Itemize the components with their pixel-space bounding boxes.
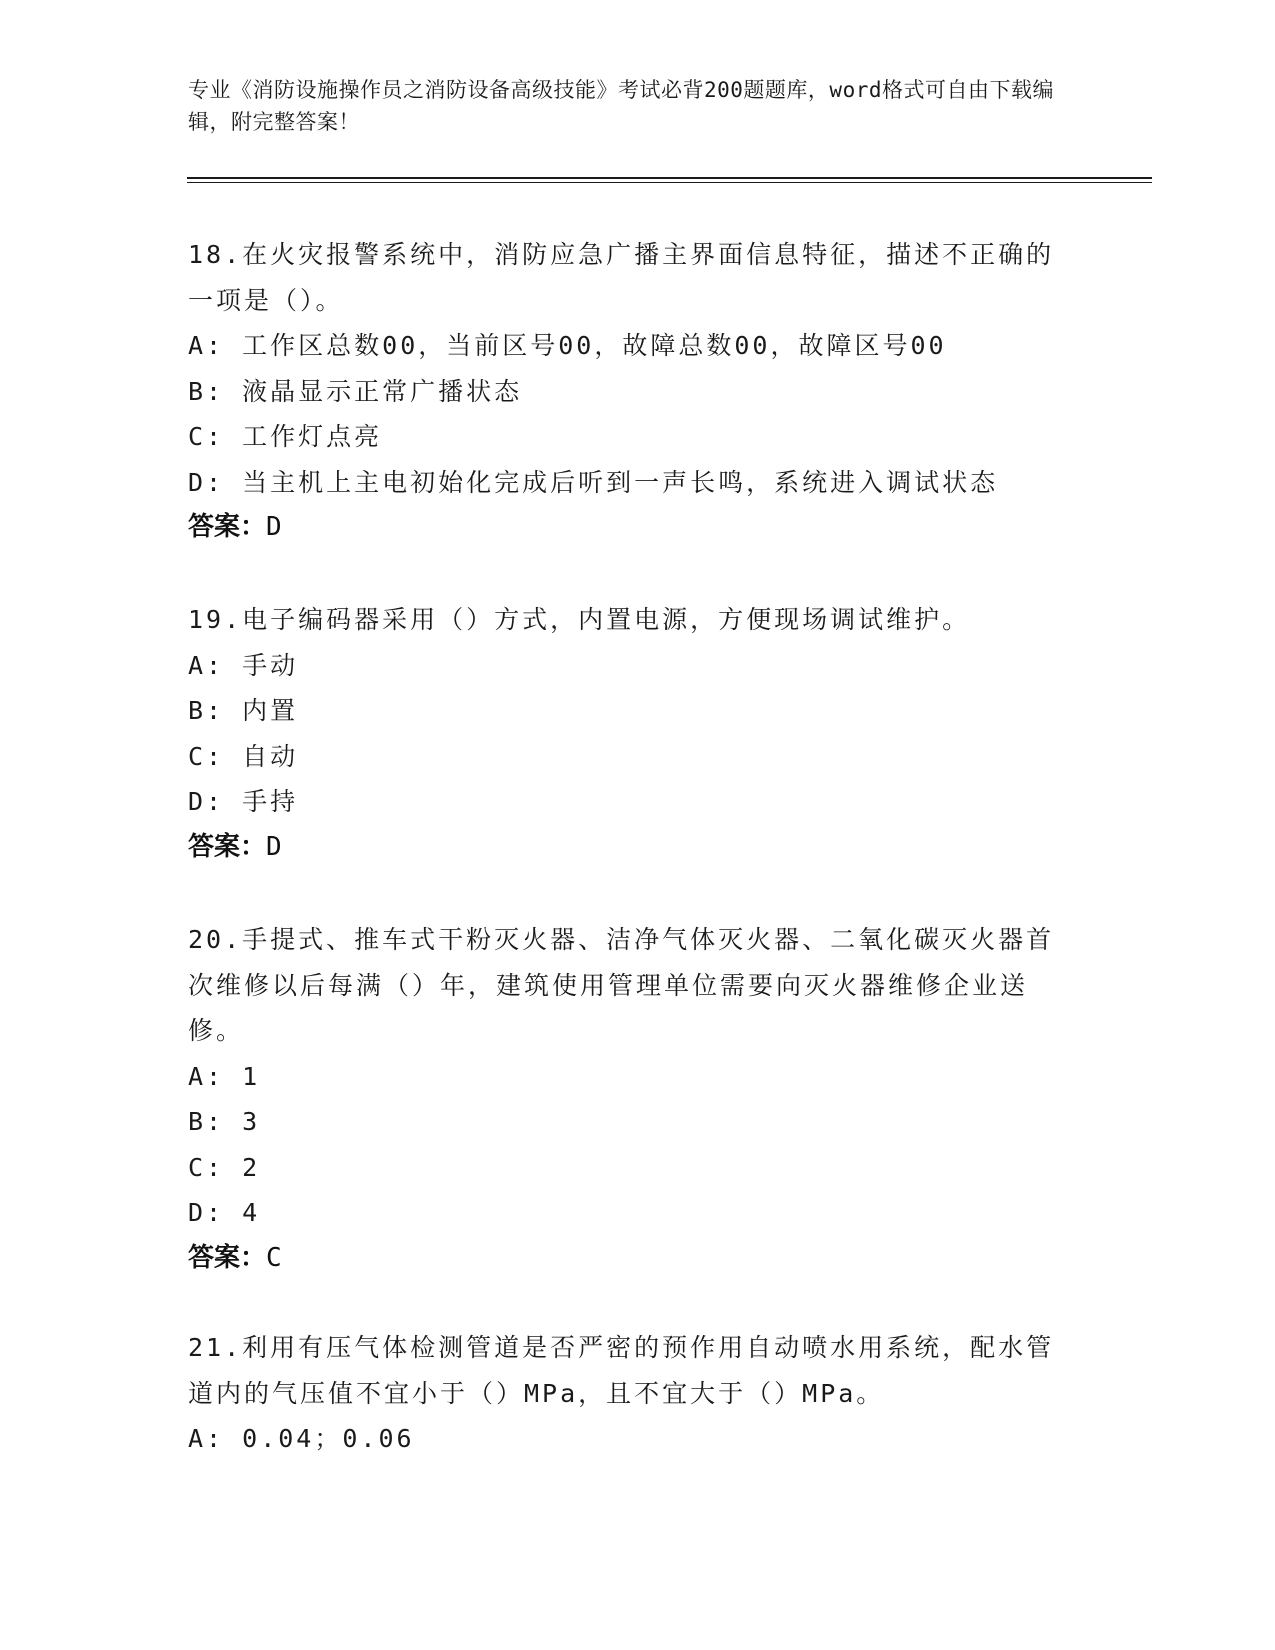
option-b: B: 液晶显示正常广播状态 bbox=[188, 376, 523, 406]
question-20 bbox=[188, 917, 1068, 1281]
answer-label: 答案： bbox=[188, 512, 267, 542]
header-divider-thin bbox=[187, 182, 1152, 183]
answer-value: C bbox=[266, 1242, 282, 1273]
option-d: D: 当主机上主电初始化完成后听到一声长鸣，系统进入调试状态 bbox=[188, 467, 999, 497]
answer-line bbox=[188, 1236, 1068, 1282]
option-a: A: 工作区总数00，当前区号00，故障总数00，故障区号00 bbox=[188, 331, 947, 360]
answer-value: D bbox=[266, 831, 282, 862]
question-21 bbox=[188, 1325, 1068, 1462]
option-c: C: 工作灯点亮 bbox=[188, 422, 383, 451]
option-a: A: 0.04；0.06 bbox=[188, 1424, 415, 1453]
answer-line bbox=[188, 825, 1068, 871]
question-text: 20.手提式、推车式干粉灭火器、洁净气体灭火器、二氧化碳灭火器首次维修以后每满（）年，建筑使用管理单位需要向灭火器维修企业送修。 bbox=[188, 925, 1055, 1045]
answer-line bbox=[188, 505, 1068, 551]
option-c: C: 2 bbox=[188, 1152, 261, 1182]
option-b: B: 内置 bbox=[188, 696, 299, 725]
option-b: B: 3 bbox=[188, 1107, 261, 1136]
option-a: A: 手动 bbox=[188, 650, 299, 680]
answer-value: D bbox=[266, 512, 282, 542]
document-header: 专业《消防设施操作员之消防设备高级技能》考试必背200题题库，word格式可自由下载编辑，附完整答案！ bbox=[188, 78, 1054, 134]
answer-label: 答案： bbox=[188, 831, 267, 862]
question-19 bbox=[188, 597, 1068, 870]
header-divider-thick bbox=[187, 177, 1152, 179]
answer-label: 答案： bbox=[188, 1242, 267, 1273]
option-d: D: 手持 bbox=[188, 787, 299, 816]
option-d: D: 4 bbox=[188, 1198, 261, 1227]
option-c: C: 自动 bbox=[188, 741, 299, 771]
option-a: A: 1 bbox=[188, 1061, 261, 1091]
question-text: 19.电子编码器采用（）方式，内置电源，方便现场调试维护。 bbox=[188, 605, 971, 634]
question-text: 18.在火灾报警系统中，消防应急广播主界面信息特征，描述不正确的一项是（）。 bbox=[188, 240, 1055, 315]
question-text: 21.利用有压气体检测管道是否严密的预作用自动喷水用系统，配水管道内的气压值不宜小于（）MPa，且不宜大于（）MPa。 bbox=[188, 1333, 1055, 1408]
question-18 bbox=[188, 232, 1068, 551]
